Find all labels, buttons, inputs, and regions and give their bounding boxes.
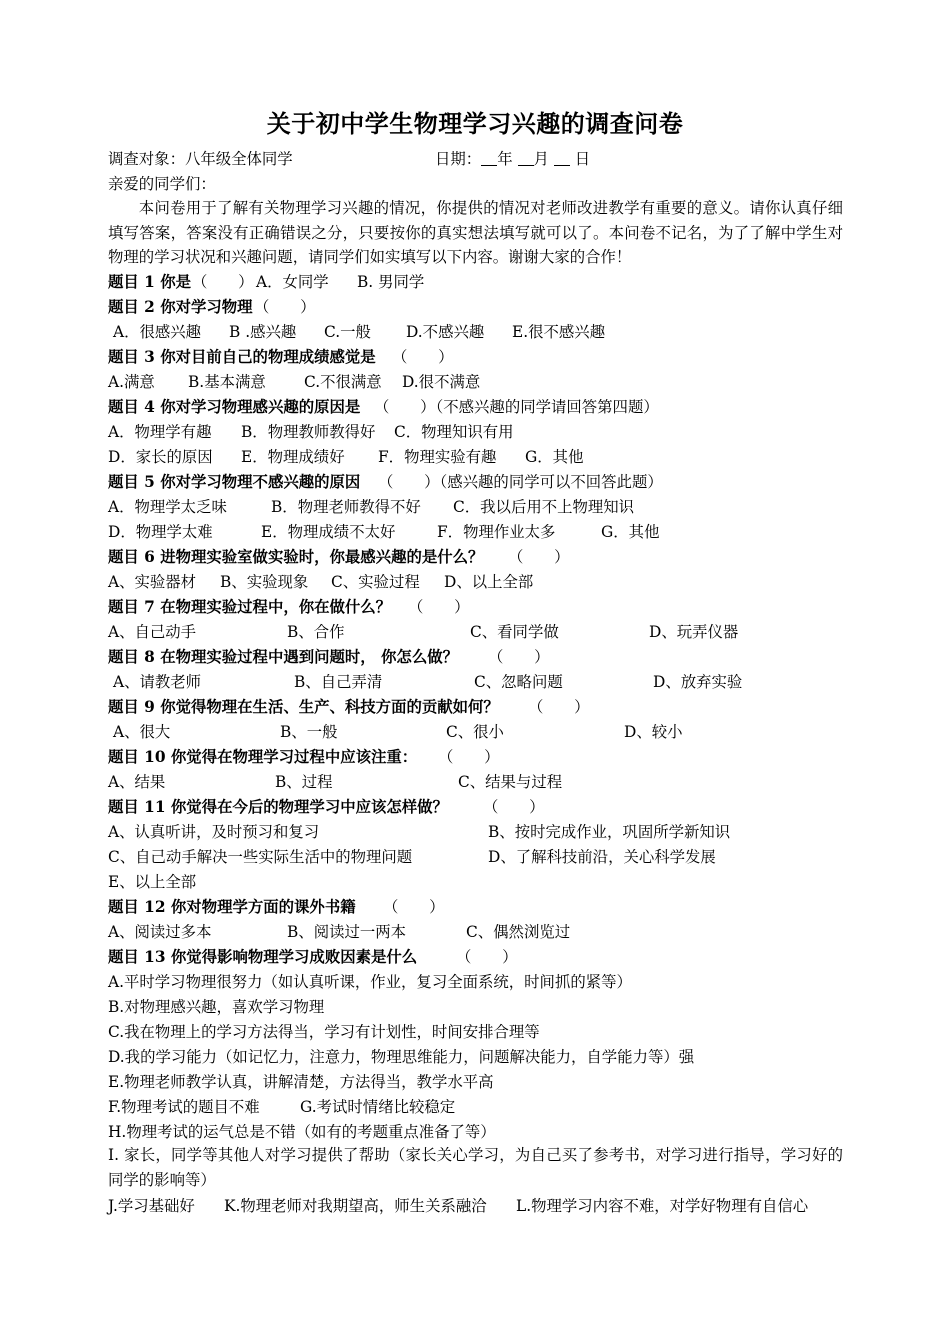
answer-paren[interactable]: （ ） (392, 348, 454, 366)
option[interactable]: B. 男同学 (357, 273, 425, 291)
option[interactable]: E、以上全部 (108, 873, 197, 891)
answer-paren[interactable]: （ ） (408, 598, 470, 616)
date-label: 日期： (435, 150, 482, 168)
option[interactable]: G.考试时情绪比较稳定 (300, 1098, 456, 1116)
option[interactable]: K.物理老师对我期望高，师生关系融洽 (224, 1197, 487, 1215)
option[interactable]: A．很感兴趣 (113, 323, 202, 341)
option[interactable]: F．物理作业太多 (437, 523, 556, 541)
option[interactable]: D.我的学习能力（如记忆力，注意力，物理思维能力，问题解决能力，自学能力等）强 (108, 1048, 695, 1066)
option[interactable]: C、看同学做 (470, 623, 559, 641)
option[interactable]: G．其他 (525, 448, 584, 466)
intro-paragraph: 本问卷用于了解有关物理学习兴趣的情况，你提供的情况对老师改进教学有重要的意义。请你认真仔细填写答案，答案没有正确错误之分，只要按你的真实想法填写就可以了。本问卷不记名，为了了解中学生对物理的学习状况和兴趣问题，请同学们如实填写以下内容。谢谢大家的合作！ (108, 199, 843, 267)
answer-paren[interactable]: （ ） (488, 648, 550, 666)
answer-paren[interactable]: （ ） (383, 898, 445, 916)
option[interactable]: C．物理知识有用 (394, 423, 514, 441)
question-label: 题目 10 你觉得在物理学习过程中应该注重： (108, 748, 418, 766)
option[interactable]: B、阅读过一两本 (287, 923, 407, 941)
question-label: 题目 1 你是 (108, 273, 191, 291)
option[interactable]: B.对物理感兴趣，喜欢学习物理 (108, 998, 325, 1016)
option[interactable]: A．物理学太乏味 (108, 498, 227, 516)
option[interactable]: B .感兴趣 (229, 323, 297, 341)
option[interactable]: D、了解科技前沿，关心科学发展 (488, 848, 716, 866)
year-blank[interactable] (481, 151, 497, 166)
option[interactable]: H.物理考试的运气总是不错（如有的考题重点准备了等） (108, 1123, 496, 1141)
option[interactable]: C、自己动手解决一些实际生活中的物理问题 (108, 848, 413, 866)
option[interactable]: B、按时完成作业，巩固所学新知识 (488, 823, 731, 841)
day-blank[interactable] (554, 151, 570, 166)
answer-paren[interactable]: （ ） (508, 548, 570, 566)
option[interactable]: E.物理老师教学认真，讲解清楚，方法得当，教学水平高 (108, 1073, 494, 1091)
option[interactable]: D、以上全部 (444, 573, 534, 591)
question-label: 题目 5 你对学习物理不感兴趣的原因 (108, 473, 361, 491)
option[interactable]: D、较小 (624, 723, 683, 741)
question-label: 题目 4 你对学习物理感兴趣的原因是 (108, 398, 361, 416)
question-label: 题目 13 你觉得影响物理学习成败因素是什么 (108, 948, 418, 966)
question-label: 题目 7 在物理实验过程中，你在做什么？ (108, 598, 392, 616)
option[interactable]: D．家长的原因 (108, 448, 213, 466)
option[interactable]: G．其他 (601, 523, 660, 541)
question-label: 题目 6 进物理实验室做实验时，你最感兴趣的是什么？ (108, 548, 484, 566)
option[interactable]: B.基本满意 (188, 373, 266, 391)
option[interactable]: E.很不感兴趣 (512, 323, 606, 341)
option[interactable]: A、很大 (113, 723, 171, 741)
option[interactable]: C.我在物理上的学习方法得当，学习有计划性，时间安排合理等 (108, 1023, 540, 1041)
option[interactable]: F．物理实验有趣 (378, 448, 497, 466)
answer-paren[interactable]: （ ） (483, 798, 545, 816)
option[interactable]: A.平时学习物理很努力（如认真听课，作业，复习全面系统，时间抓的紧等） (108, 973, 632, 991)
option[interactable]: J.学习基础好 (108, 1197, 195, 1215)
answer-paren[interactable]: （ ） (528, 698, 590, 716)
question-label: 题目 9 你觉得物理在生活、生产、科技方面的贡献如何？ (108, 698, 499, 716)
option[interactable]: C、结果与过程 (458, 773, 563, 791)
option[interactable]: A、结果 (108, 773, 166, 791)
question-label: 题目 8 在物理实验过程中遇到问题时， 你怎么做？ (108, 648, 458, 666)
month-label: 月 (533, 150, 549, 168)
option[interactable]: A、自己动手 (108, 623, 197, 641)
option[interactable]: C.不很满意 (304, 373, 382, 391)
option[interactable]: D.不感兴趣 (406, 323, 485, 341)
option[interactable]: C、忽略问题 (474, 673, 563, 691)
option[interactable]: I. 家长，同学等其他人对学习提供了帮助（家长关心学习，为自己买了参考书，对学习进行指导，学习好的同学的影响等） (108, 1146, 843, 1189)
date-field (435, 148, 590, 170)
option[interactable]: E．物理成绩好 (241, 448, 345, 466)
option[interactable]: C.一般 (324, 323, 371, 341)
option[interactable]: B、实验现象 (220, 573, 309, 591)
option[interactable]: E．物理成绩不太好 (261, 523, 396, 541)
month-blank[interactable] (518, 151, 534, 166)
year-label: 年 (497, 150, 513, 168)
option[interactable]: A.满意 (108, 373, 155, 391)
option[interactable]: A、认真听讲，及时预习和复习 (108, 823, 320, 841)
option[interactable]: B、过程 (275, 773, 333, 791)
answer-paren[interactable]: （ ）（感兴趣的同学可以不回答此题） (378, 473, 663, 491)
answer-paren[interactable]: （ ） (456, 948, 518, 966)
option[interactable]: A．女同学 (256, 273, 329, 291)
question-label: 题目 3 你对目前自己的物理成绩感觉是 (108, 348, 376, 366)
answer-paren[interactable]: （ ） (438, 748, 500, 766)
option[interactable]: D.很不满意 (402, 373, 481, 391)
option[interactable]: A．物理学有趣 (108, 423, 212, 441)
option[interactable]: B．物理老师教得不好 (271, 498, 421, 516)
survey-target: 调查对象：八年级全体同学 (108, 150, 293, 168)
option[interactable]: A、请教老师 (113, 673, 202, 691)
greeting: 亲爱的同学们： (108, 175, 216, 193)
option[interactable]: C、实验过程 (331, 573, 420, 591)
option[interactable]: F.物理考试的题目不难 (108, 1098, 260, 1116)
question-label: 题目 11 你觉得在今后的物理学习中应该怎样做？ (108, 798, 448, 816)
option[interactable]: D、玩弄仪器 (649, 623, 739, 641)
option[interactable]: A、阅读过多本 (108, 923, 212, 941)
option[interactable]: C．我以后用不上物理知识 (453, 498, 635, 516)
option[interactable]: C、偶然浏览过 (466, 923, 571, 941)
option[interactable]: L.物理学习内容不难，对学好物理有自信心 (516, 1197, 809, 1215)
day-label: 日 (574, 150, 591, 168)
question-label: 题目 12 你对物理学方面的课外书籍 (108, 898, 356, 916)
answer-paren[interactable]: （ ） (192, 273, 254, 291)
option[interactable]: B、合作 (287, 623, 345, 641)
option[interactable]: B、一般 (280, 723, 338, 741)
answer-paren[interactable]: （ ） (254, 298, 316, 316)
option[interactable]: B．物理教师教得好 (241, 423, 376, 441)
option[interactable]: C、很小 (446, 723, 504, 741)
option[interactable]: D、放弃实验 (653, 673, 743, 691)
answer-paren[interactable]: （ ）（不感兴趣的同学请回答第四题） (374, 398, 659, 416)
option[interactable]: D．物理学太难 (108, 523, 213, 541)
page-title: 关于初中学生物理学习兴趣的调查问卷 (266, 109, 684, 138)
option[interactable]: A、实验器材 (108, 573, 197, 591)
option[interactable]: B、自己弄清 (294, 673, 383, 691)
question-label: 题目 2 你对学习物理 (108, 298, 253, 316)
